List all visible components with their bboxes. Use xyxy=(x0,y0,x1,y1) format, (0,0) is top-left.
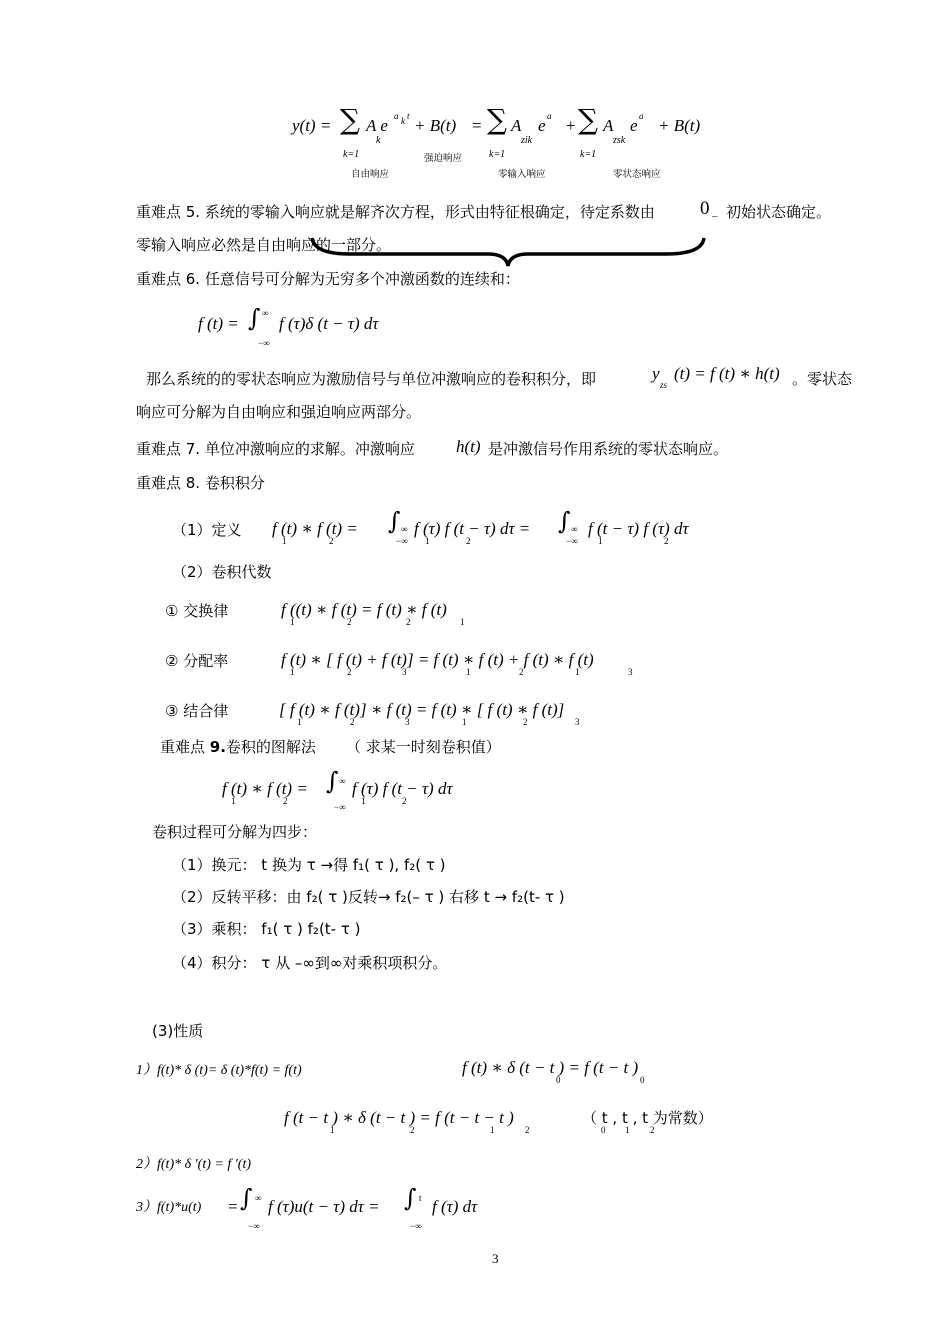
law3-sub-a: 1 xyxy=(297,717,302,727)
point5-line2: 零输入响应必然是自由响应的一部分。 xyxy=(136,236,392,254)
eq-top-plus-b2: + B(t) xyxy=(658,116,701,135)
eq-top-exp-a: a xyxy=(394,111,399,121)
eq-top-exp2: a xyxy=(547,111,552,121)
point6b-line1: 那么系统的的零状态响应为激励信号与单位冲激响应的卷积积分，即 xyxy=(146,370,597,388)
point9-note: （ 求某一时刻卷积值） xyxy=(345,738,501,756)
eq-top-term3e: e xyxy=(630,116,638,135)
prop3-int1-sub: −∞ xyxy=(248,1221,260,1231)
prop3-int1-sup: ∞ xyxy=(255,1193,262,1203)
sum-symbol-2: ∑ xyxy=(487,103,507,136)
eq-top-exp3: a xyxy=(639,111,644,121)
point6b-line2: 响应可分解为自由响应和强迫响应两部分。 xyxy=(136,403,422,421)
law2-sub-a: 1 xyxy=(290,667,295,677)
prop3-eq1: = xyxy=(228,1197,238,1216)
def-sub2: 2 xyxy=(329,536,334,546)
prop3-body1: f (τ)u(t − τ) dτ = xyxy=(268,1197,380,1216)
eq9-body-sub-a: 1 xyxy=(361,796,366,806)
law3-sub-d: 1 xyxy=(462,717,467,727)
eq6-lhs: f (t) = xyxy=(198,314,239,333)
law3-sub-f: 3 xyxy=(575,717,580,727)
point6b-eq: (t) = f (t) ∗ h(t) xyxy=(674,364,780,383)
law2-sub-f: 1 xyxy=(575,667,580,677)
convolution-algebra-label: （2）卷积代数 xyxy=(172,563,272,581)
eq-top-exp-t: t xyxy=(407,111,410,121)
prop1-note-sub-c: 2 xyxy=(650,1125,655,1135)
prop3-body2: f (τ) dτ xyxy=(432,1197,478,1216)
law1-eq: f ((t) ∗ f (t) = f (t) ∗ f (t) xyxy=(281,600,447,619)
prop1-b-sub-a: 0 xyxy=(556,1075,561,1085)
def-body1: f (τ) f (t − τ) dτ = xyxy=(414,519,531,538)
eq9-body-sub-b: 2 xyxy=(402,796,407,806)
prop1-c: f (t − t ) ∗ δ (t − t ) = f (t − t − t ) xyxy=(284,1108,514,1127)
prop1-c-sub-a: 1 xyxy=(330,1125,335,1135)
prop1-a: 1）f(t)* δ (t)= δ (t)*f(t) = f(t) xyxy=(136,1063,302,1078)
eq-top-term1: A e xyxy=(366,116,388,135)
prop2: 2）f(t)* δ ′(t) = f ′(t) xyxy=(136,1157,252,1172)
annotation-zero-state: 零状态响应 xyxy=(613,169,661,180)
eq6-body: f (τ)δ (t − τ) dτ xyxy=(279,314,379,333)
steps-intro: 卷积过程可分解为四步： xyxy=(152,823,318,841)
eq9-sup: ∞ xyxy=(339,776,346,786)
def-int1-sup: ∞ xyxy=(401,524,408,534)
prop1-c-sub-d: 2 xyxy=(525,1125,530,1135)
def-sub1: 1 xyxy=(282,536,287,546)
page-number: 3 xyxy=(492,1251,499,1266)
law3-eq: [ f (t) ∗ f (t)] ∗ f (t) = f (t) ∗ [ f (t) ∗ f (t)] xyxy=(279,700,565,719)
point9-heading xyxy=(160,740,501,755)
def-b2-sub1: 1 xyxy=(598,536,603,546)
step4: （4）积分： τ 从 –∞到∞对乘积项积分。 xyxy=(172,954,448,972)
def-b1-sub2: 2 xyxy=(466,536,471,546)
point6b-zs: zs xyxy=(660,380,668,390)
eq9-sub: −∞ xyxy=(334,802,346,812)
point9-prefix: 重难点 xyxy=(160,738,210,756)
point7-a: 重难点 7. 单位冲激响应的求解。冲激响应 xyxy=(136,440,415,458)
def-int2-sub: −∞ xyxy=(566,536,578,546)
sum-symbol-3: ∑ xyxy=(578,103,598,136)
law1-sub-c: 2 xyxy=(406,617,411,627)
def-eq: f (t) ∗ f (t) = xyxy=(272,519,358,538)
law3-sub-e: 2 xyxy=(523,717,528,727)
eq-top-term2e: e xyxy=(538,116,546,135)
point6: 重难点 6. 任意信号可分解为无穷多个冲激函数的连续和： xyxy=(136,270,520,288)
law2-sub-g: 3 xyxy=(628,667,633,677)
step1: （1）换元： t 换为 τ →得 f₁( τ ), f₂( τ ) xyxy=(172,856,446,874)
step2: （2）反转平移：由 f₂( τ )反转→ f₂(– τ ) 右移 t → f₂(t- τ ) xyxy=(172,888,565,906)
eq6-sub: −∞ xyxy=(258,338,270,348)
law2-sub-d: 1 xyxy=(466,667,471,677)
prop1-b: f (t) ∗ δ (t − t ) = f (t − t ) xyxy=(462,1058,639,1077)
annotation-free-response: 自由响应 xyxy=(351,169,390,180)
eq-top-k1-b: k=1 xyxy=(489,149,506,160)
def-b2-sub2: 2 xyxy=(664,536,669,546)
law3-sub-b: 2 xyxy=(350,717,355,727)
eq-top-equals: = xyxy=(472,116,482,135)
def-int1-sub: −∞ xyxy=(396,536,408,546)
eq-top-plus-b: + B(t) xyxy=(414,116,457,135)
point5-zero-minus: – xyxy=(712,210,718,222)
eq-top-term3: A xyxy=(603,116,614,135)
law2-eq: f (t) ∗ [ f (t) + f (t)] = f (t) ∗ f (t) + f (t) ∗ f (t) xyxy=(281,650,594,669)
prop1-note-sub-b: 1 xyxy=(625,1125,630,1135)
law3-sub-c: 3 xyxy=(405,717,410,727)
prop3-int2-sub: −∞ xyxy=(410,1221,422,1231)
integral-sign: ∫ xyxy=(240,1184,253,1212)
integral-sign: ∫ xyxy=(248,304,261,332)
curly-brace xyxy=(310,232,710,272)
annotation-zero-input: 零输入响应 xyxy=(498,169,546,180)
prop1-note: （ t , t , t 为常数） xyxy=(582,1109,713,1127)
point9-number: 9. xyxy=(209,738,226,756)
eq-top-lhs: y(t) = xyxy=(292,116,332,135)
eq-top-term2: A xyxy=(511,116,522,135)
properties-title: (3)性质 xyxy=(152,1022,204,1040)
prop1-c-sub-b: 2 xyxy=(410,1125,415,1135)
integral-sign: ∫ xyxy=(558,507,571,535)
prop3-int2-sup: t xyxy=(419,1193,422,1203)
law3-label: ③ 结合律 xyxy=(165,702,229,720)
law2-sub-c: 3 xyxy=(402,667,407,677)
prop1-note-sub-a: 0 xyxy=(601,1125,606,1135)
point5-line1-end: 初始状态确定。 xyxy=(726,203,832,221)
point9-title: 卷积的图解法 xyxy=(225,738,316,756)
def-int2-sup: ∞ xyxy=(571,524,578,534)
def-b1-sub1: 1 xyxy=(425,536,430,546)
annotation-forced-response: 强迫响应 xyxy=(424,153,463,164)
point7-h: h(t) xyxy=(456,437,481,456)
law2-label: ② 分配率 xyxy=(165,652,229,670)
point5-zero: 0 xyxy=(700,198,710,219)
eq-top-exp-k: k xyxy=(401,116,405,126)
sum-symbol-1: ∑ xyxy=(340,103,360,136)
prop1-b-sub-b: 0 xyxy=(640,1075,645,1085)
eq-top-sub-k: k xyxy=(376,135,381,146)
integral-sign: ∫ xyxy=(388,507,401,535)
law2-sub-b: 2 xyxy=(347,667,352,677)
eq-top-sub-zik: zik xyxy=(521,135,533,146)
law2-sub-e: 2 xyxy=(519,667,524,677)
def-label: （1）定义 xyxy=(172,521,242,539)
point6b-y: y xyxy=(652,364,660,383)
prop3-a: 3）f(t)*u(t) xyxy=(136,1200,202,1215)
law1-sub-b: 2 xyxy=(347,617,352,627)
eq9-sub-a: 1 xyxy=(231,796,236,806)
step3: （3）乘积： f₁( τ ) f₂(t- τ ) xyxy=(172,920,361,938)
eq6-sup: ∞ xyxy=(262,308,269,318)
eq-top-sub-zsk: zsk xyxy=(613,135,626,146)
eq-top-k1-c: k=1 xyxy=(580,149,597,160)
law1-sub-a: 1 xyxy=(290,617,295,627)
law1-sub-d: 1 xyxy=(460,617,465,627)
point6b-tail: 。零状态 xyxy=(792,370,853,388)
eq9-sub-b: 2 xyxy=(283,796,288,806)
eq-top-plus: + xyxy=(566,116,576,135)
point5-line1: 重难点 5. 系统的零输入响应就是解齐次方程，形式由特征根确定，待定系数由 xyxy=(136,203,655,221)
def-body2: f (t − τ) f (τ) dτ xyxy=(588,519,689,538)
point8: 重难点 8. 卷积积分 xyxy=(136,474,265,492)
integral-sign: ∫ xyxy=(404,1184,417,1212)
integral-sign: ∫ xyxy=(326,767,339,795)
eq9-body: f (τ) f (t − τ) dτ xyxy=(352,779,453,798)
eq9-lhs: f (t) ∗ f (t) = xyxy=(222,779,308,798)
law1-label: ① 交换律 xyxy=(165,602,229,620)
point7-b: 是冲激信号作用系统的零状态响应。 xyxy=(488,440,729,458)
eq-top-k1-a: k=1 xyxy=(343,149,360,160)
prop1-c-sub-c: 1 xyxy=(490,1125,495,1135)
